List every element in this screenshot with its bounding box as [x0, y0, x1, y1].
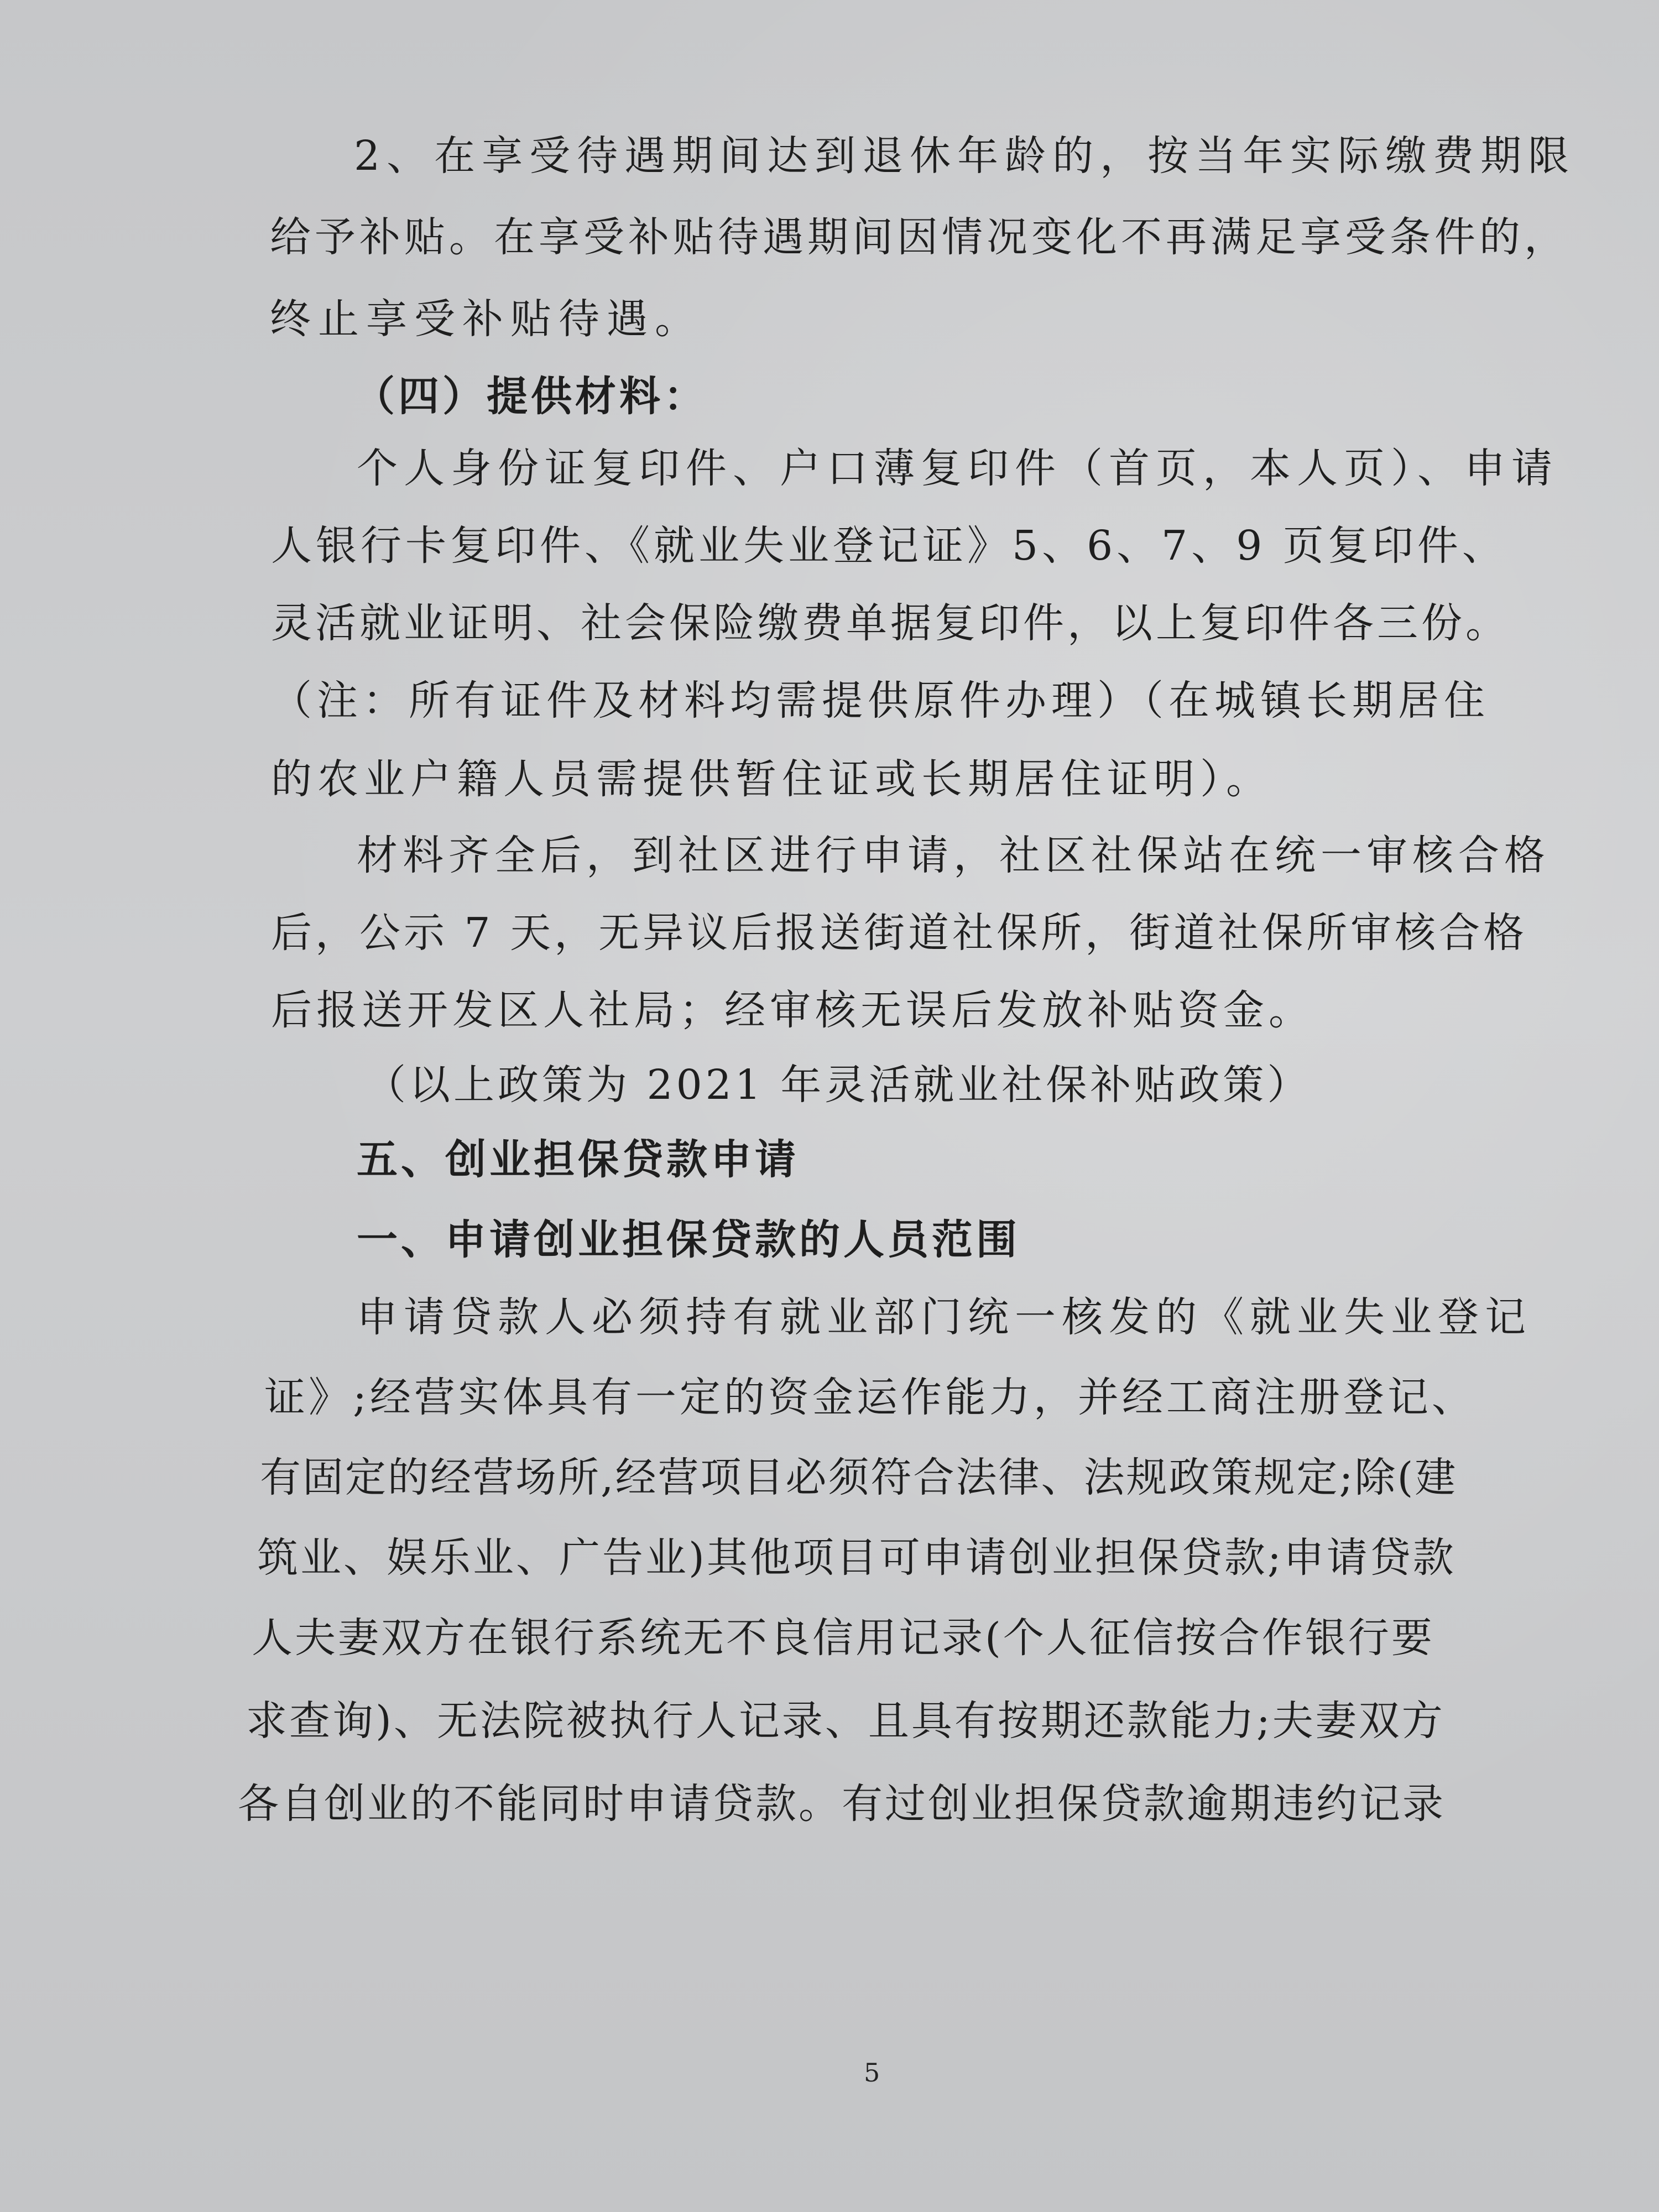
text-line: 证》;经营实体具有一定的资金运作能力，并经工商注册登记、	[264, 1374, 1476, 1421]
text-line: 后报送开发区人社局；经审核无误后发放补贴资金。	[271, 987, 1314, 1034]
text-line: 筑业、娱乐业、广告业)其他项目可申请创业担保贷款;申请贷款	[257, 1534, 1456, 1582]
text-line: 各自创业的不能同时申请贷款。有过创业担保贷款逾期违约记录	[238, 1780, 1446, 1828]
section-heading: 一、申请创业担保贷款的人员范围	[357, 1216, 1020, 1264]
text-line: 灵活就业证明、社会保险缴费单据复印件，以上复印件各三份。	[271, 599, 1510, 647]
text-line: （注：所有证件及材料均需提供原件办理）（在城镇长期居住	[271, 677, 1490, 724]
section-heading: （四）提供材料：	[354, 373, 708, 420]
text-line: 的农业户籍人员需提供暂住证或长期居住证明）。	[271, 755, 1272, 803]
text-line: 2、在享受待遇期间达到退休年龄的，按当年实际缴费期限	[354, 132, 1576, 180]
text-line: 人夫妻双方在银行系统无不良信用记录(个人征信按合作银行要	[252, 1614, 1434, 1662]
text-line: 人银行卡复印件、《就业失业登记证》5、6、7、9 页复印件、	[271, 522, 1507, 570]
text-line: 个人身份证复印件、户口薄复印件（首页，本人页）、申请	[357, 445, 1558, 492]
section-heading: 五、创业担保贷款申请	[357, 1136, 799, 1183]
text-line: 求查询)、无法院被执行人记录、且具有按期还款能力;夫妻双方	[246, 1697, 1445, 1745]
text-line: （以上政策为 2021 年灵活就业社保补贴政策）	[365, 1061, 1312, 1109]
text-line: 材料齐全后，到社区进行申请，社区社保站在统一审核合格	[357, 832, 1550, 879]
text-line: 后，公示 7 天，无异议后报送街道社保所，街道社保所审核合格	[271, 909, 1528, 957]
text-line: 有固定的经营场所,经营项目必须符合法律、法规政策规定;除(建	[260, 1454, 1458, 1501]
text-line: 申请贷款人必须持有就业部门统一核发的《就业失业登记	[357, 1293, 1532, 1341]
page-number: 5	[864, 2058, 880, 2088]
text-line: 终止享受补贴待遇。	[270, 295, 703, 343]
text-line: 给予补贴。在享受补贴待遇期间因情况变化不再满足享受条件的，	[270, 213, 1569, 261]
